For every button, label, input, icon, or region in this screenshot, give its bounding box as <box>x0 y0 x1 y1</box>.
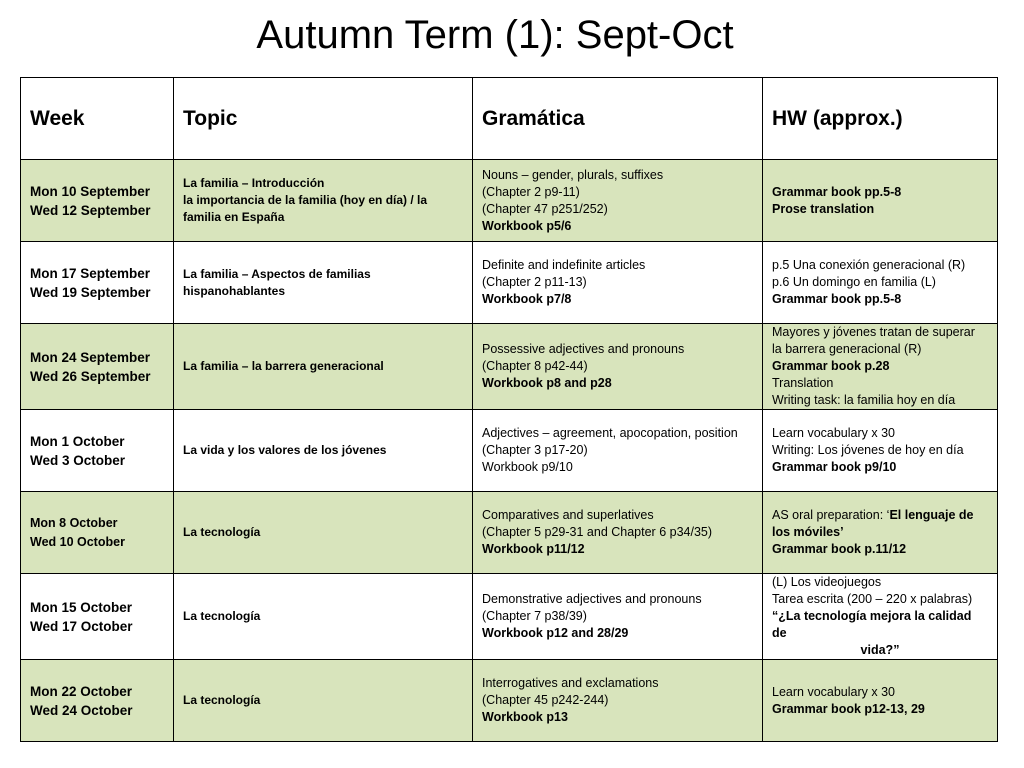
week-cell <box>21 160 174 242</box>
table-row <box>21 660 998 742</box>
hw-line-part: AS oral preparation: ‘ <box>772 508 890 522</box>
topic-cell: La tecnología <box>174 492 473 574</box>
hw-line: Prose translation <box>772 201 875 216</box>
table-row <box>21 410 998 492</box>
hw-line: Grammar book p.28 <box>772 359 890 373</box>
page-title: Autumn Term (1): Sept-Oct <box>256 13 734 57</box>
week-line: Mon 1 October <box>30 433 125 449</box>
hw-cell <box>763 660 998 742</box>
grammar-line: (Chapter 2 p11-13) <box>482 275 587 289</box>
header-row <box>21 78 998 160</box>
grammar-line: Nouns – gender, plurals, suffixes <box>482 167 664 182</box>
grammar-line: Workbook p13 <box>482 710 568 724</box>
week-line: Mon 24 September <box>30 349 151 365</box>
table-row <box>21 242 998 324</box>
grammar-line: (Chapter 47 p251/252) <box>482 201 608 216</box>
grammar-cell <box>473 574 763 660</box>
schedule-table <box>20 77 998 742</box>
grammar-line: (Chapter 7 p38/39) <box>482 609 587 623</box>
hw-line: Tarea escrita (200 – 220 x palabras) <box>772 592 973 606</box>
hw-line: p.6 Un domingo en familia (L) <box>772 275 936 289</box>
week-line: Mon 15 October <box>30 599 133 615</box>
week-line: Wed 26 September <box>30 368 151 384</box>
week-cell <box>21 660 174 742</box>
hw-line: Translation <box>772 376 834 390</box>
week-cell <box>21 574 174 660</box>
hw-cell <box>763 242 998 324</box>
grammar-cell <box>473 160 763 242</box>
hw-cell <box>763 160 998 242</box>
table-row <box>21 574 998 660</box>
week-line: Wed 12 September <box>30 202 151 218</box>
hw-line: “¿La tecnología mejora la calidad de <box>772 609 972 640</box>
week-line: Mon 10 September <box>30 183 151 199</box>
week-cell <box>21 242 174 324</box>
grammar-cell <box>473 410 763 492</box>
week-line: Mon 17 September <box>30 265 151 281</box>
hw-line: (L) Los videojuegos <box>772 575 882 589</box>
hw-cell <box>763 324 998 410</box>
topic-cell: La vida y los valores de los jóvenes <box>174 410 473 492</box>
grammar-line: (Chapter 8 p42-44) <box>482 359 588 373</box>
grammar-line: Definite and indefinite articles <box>482 258 646 272</box>
grammar-cell <box>473 324 763 410</box>
grammar-line: (Chapter 2 p9-11) <box>482 184 580 199</box>
hw-line: Writing task: la familia hoy en día <box>772 393 956 407</box>
header-topic: Topic <box>174 78 473 160</box>
hw-line: Mayores y jóvenes tratan de superar la barrera generacional (R) <box>772 325 975 356</box>
week-cell <box>21 324 174 410</box>
table-row <box>21 160 998 242</box>
grammar-line: (Chapter 3 p17-20) <box>482 443 588 457</box>
hw-line: Grammar book p12-13, 29 <box>772 701 925 716</box>
hw-line: Grammar book p.11/12 <box>772 542 907 556</box>
table-row <box>21 492 998 574</box>
header-hw: HW (approx.) <box>763 78 998 160</box>
hw-line: p.5 Una conexión generacional (R) <box>772 258 966 272</box>
hw-cell <box>763 410 998 492</box>
hw-cell <box>763 574 998 660</box>
header-grammar: Gramática <box>473 78 763 160</box>
grammar-line: Possessive adjectives and pronouns <box>482 342 685 356</box>
topic-cell: La tecnología <box>174 574 473 660</box>
grammar-line: Interrogatives and exclamations <box>482 676 659 690</box>
week-line: Wed 17 October <box>30 618 133 634</box>
table-row <box>21 324 998 410</box>
grammar-line: Workbook p7/8 <box>482 292 572 306</box>
week-line: Wed 24 October <box>30 702 133 718</box>
week-line: Mon 22 October <box>30 683 133 699</box>
grammar-line: Workbook p9/10 <box>482 460 573 474</box>
grammar-line: Adjectives – agreement, apocopation, position <box>482 426 738 440</box>
hw-line: Learn vocabulary x 30 <box>772 426 895 440</box>
hw-line-part: El lenguaje de los móviles’ <box>772 508 974 539</box>
topic-cell: La familia – Aspectos de familias hispanohablantes <box>174 242 473 324</box>
week-line: Wed 19 September <box>30 284 151 300</box>
grammar-line: Workbook p5/6 <box>482 218 572 233</box>
grammar-cell <box>473 660 763 742</box>
grammar-line: Workbook p8 and p28 <box>482 376 612 390</box>
hw-line: Grammar book pp.5-8 <box>772 184 902 199</box>
week-cell <box>21 492 174 574</box>
hw-line: Learn vocabulary x 30 <box>772 684 895 699</box>
topic-cell: La familia – la barrera generacional <box>174 324 473 410</box>
grammar-line: Demonstrative adjectives and pronouns <box>482 592 702 606</box>
grammar-line: Workbook p11/12 <box>482 542 585 556</box>
topic-cell: La tecnología <box>174 660 473 742</box>
topic-cell: La familia – Introducción la importancia de la familia (hoy en día) / la familia en España <box>174 160 473 242</box>
grammar-cell <box>473 242 763 324</box>
week-line: Mon 8 October <box>30 515 118 530</box>
grammar-line: (Chapter 5 p29-31 and Chapter 6 p34/35) <box>482 525 713 539</box>
week-line: Wed 10 October <box>30 534 125 549</box>
header-week: Week <box>21 78 174 160</box>
grammar-line: Comparatives and superlatives <box>482 508 654 522</box>
hw-line: vida?” <box>860 643 900 657</box>
grammar-line: Workbook p12 and 28/29 <box>482 626 629 640</box>
hw-line: Grammar book p9/10 <box>772 460 897 474</box>
grammar-line: (Chapter 45 p242-244) <box>482 693 609 707</box>
hw-line: Grammar book pp.5-8 <box>772 292 902 306</box>
grammar-cell <box>473 492 763 574</box>
week-cell <box>21 410 174 492</box>
hw-line: Writing: Los jóvenes de hoy en día <box>772 443 964 457</box>
hw-line <box>772 507 988 541</box>
hw-cell <box>763 492 998 574</box>
week-line: Wed 3 October <box>30 452 126 468</box>
